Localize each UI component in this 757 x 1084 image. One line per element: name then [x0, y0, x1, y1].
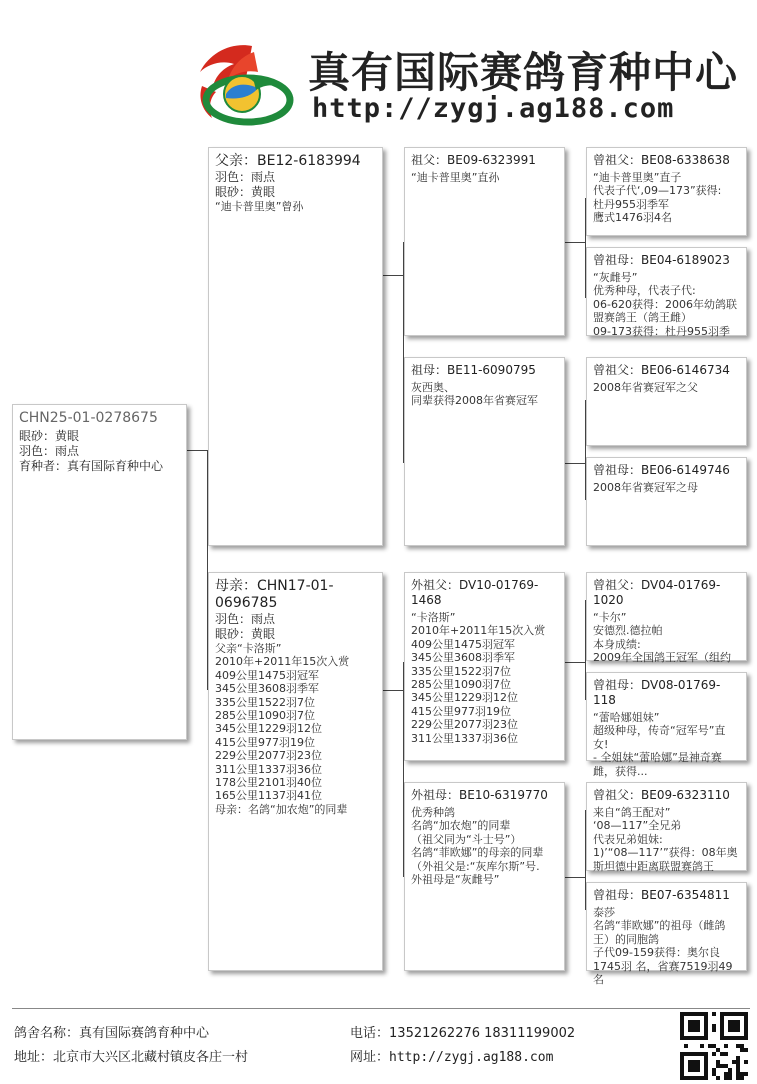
footer-website: 网址：http://zygj.ag188.com: [350, 1050, 554, 1065]
dam-card: [208, 572, 383, 971]
card-title: 外祖父：DV10-01769-1468: [411, 578, 539, 607]
line: - 全姐妹“蕾哈娜”是神奇赛雌，获得...: [593, 751, 722, 778]
line: 泰莎: [593, 906, 615, 919]
line: （祖父同为“斗士号”）: [411, 832, 522, 846]
line: 优秀种母，代表子代:: [593, 284, 696, 298]
line: 本身成绩:: [593, 637, 641, 651]
line: 409公里1475羽冠军: [215, 668, 319, 682]
connector-line: [565, 242, 585, 243]
phone-value: 13521262276 18311199002: [389, 1026, 576, 1041]
line: 优秀种鸽: [411, 806, 455, 819]
line: 灰西奥、: [411, 381, 455, 394]
line: “蕾哈娜姐妹”: [593, 711, 660, 724]
qr-code-icon: [680, 1012, 748, 1080]
line: 06-620获得：2006年幼鸽联盟赛鸽王（鸽王雌）: [593, 297, 737, 325]
connector-line: [383, 690, 403, 691]
pigeon-eye: 眼砂：黄眼: [19, 429, 80, 443]
connector-line: [565, 877, 585, 878]
line: 鹰式1476羽4名: [593, 211, 672, 225]
line: 2009年全国鸽王冠军（组约: [593, 651, 731, 665]
line: 子代09-159获得：奥尔良1745羽 名，省赛7519羽49名: [593, 946, 733, 987]
line: 335公里1522羽7位: [215, 695, 315, 709]
line: “卡尔”: [593, 611, 627, 624]
connector-line: [187, 450, 207, 451]
line: 2010年+2011年15次入赏: [411, 624, 546, 638]
grandsire-maternal-card: [404, 572, 565, 761]
line: 415公里977羽19位: [215, 735, 315, 749]
footer-phone: 电话：13521262276 18311199002: [350, 1026, 576, 1041]
card-title: 曾祖父：BE09-6323110: [593, 788, 730, 802]
line: 名鸽“菲欧娜”的母亲的同辈: [411, 846, 544, 860]
great-grandparent-card-6: [586, 672, 747, 778]
dam-eye: 眼砂：黄眼: [215, 627, 276, 641]
line: 335公里1522羽7位: [411, 664, 511, 678]
line: “灰雌号”: [593, 271, 638, 284]
card-title: 曾祖母：BE07-6354811: [593, 888, 730, 902]
line: 311公里1337羽36位: [215, 762, 322, 776]
line: 代表子代‘,09—173”获得:: [593, 184, 722, 198]
card-title: 曾祖母：BE06-6149746: [593, 463, 730, 477]
great-grandparent-card-3: [586, 357, 747, 446]
line: 来自“鸽王配对”: [593, 806, 671, 819]
line: 2008年省赛冠军之母: [593, 481, 698, 494]
line: 311公里1337羽36位: [411, 731, 518, 745]
pigeon-ring: CHN25-01-0278675: [19, 410, 158, 426]
line: 同辈获得2008年省赛冠军: [411, 394, 538, 408]
line: （外祖父是:“灰库尔斯”号.: [411, 859, 540, 873]
great-grandparent-card-4: [586, 457, 747, 546]
line: 父亲“卡洛斯”: [215, 642, 282, 655]
sire-note: “迪卡普里奥”曾孙: [215, 200, 304, 213]
loft-label: 鸽舍名称: [14, 1026, 67, 1041]
line: 178公里2101羽40位: [215, 776, 322, 790]
dam-lines: [215, 642, 376, 816]
line: 345公里3608羽季军: [215, 682, 319, 696]
logo: [192, 38, 300, 128]
line: 外祖母是“灰雌号”: [411, 873, 500, 887]
line: 229公里2077羽23位: [215, 749, 322, 763]
pigeon-card: [12, 404, 187, 740]
line: 安德烈.德拉帕: [593, 624, 663, 638]
line: 285公里1090羽7位: [215, 709, 315, 723]
card-title: 外祖母：BE10-6319770: [411, 788, 548, 802]
line: 2010年+2011年15次入赏: [215, 655, 350, 669]
line: 名鸽“菲欧娜”的祖母（雌鸽王）的同胞鸽: [593, 919, 726, 946]
website-value[interactable]: http://zygj.ag188.com: [389, 1050, 554, 1065]
line: 345公里1229羽12位: [215, 722, 322, 736]
card-title: 曾祖父：BE06-6146734: [593, 363, 730, 377]
line: 09-173获得：杜丹955羽季: [593, 324, 730, 338]
header-url[interactable]: http://zygj.ag188.com: [312, 93, 675, 124]
dam-ring: 母亲：CHN17-01-0696785: [215, 578, 334, 611]
line: 杜丹955羽季军: [593, 197, 669, 211]
footer-address: 地址：北京市大兴区北藏村镇皮各庄一村: [14, 1050, 249, 1065]
line: 母亲：名鸽“加农炮”的同辈: [215, 802, 348, 816]
line: 345公里3608羽季军: [411, 651, 515, 665]
sire-eye: 眼砂：黄眼: [215, 185, 276, 199]
connector-line: [565, 463, 585, 464]
great-grandparent-card-5: [586, 572, 747, 665]
granddam-maternal-card: [404, 782, 565, 971]
card-title: 曾祖母：DV08-01769-118: [593, 678, 721, 707]
address-value: 北京市大兴区北藏村镇皮各庄一村: [53, 1050, 249, 1065]
line: 代表兄弟姐妹:: [593, 832, 663, 846]
dam-color: 羽色：雨点: [215, 612, 276, 626]
line: “卡洛斯”: [411, 611, 456, 624]
line: “迪卡普里奥”直子: [593, 171, 682, 184]
sire-ring: 父亲：BE12-6183994: [215, 153, 361, 169]
line: 345公里1229羽12位: [411, 691, 518, 705]
card-title: 祖母：BE11-6090795: [411, 363, 536, 377]
line: 1)’“08—117’”获得：08年奥斯坦德中距离联盟赛鸽王: [593, 846, 738, 873]
grandsire-paternal-card: [404, 147, 565, 336]
great-grandparent-card-7: [586, 782, 747, 871]
connector-line: [383, 275, 403, 276]
header-title: 真有国际赛鸽育种中心: [308, 48, 739, 97]
line: 285公里1090羽7位: [411, 678, 511, 692]
line: 2008年省赛冠军之父: [593, 381, 698, 394]
granddam-paternal-card: [404, 357, 565, 546]
card-title: 曾祖母：BE04-6189023: [593, 253, 730, 267]
great-grandparent-card-8: [586, 882, 747, 987]
line: 名鸽“加农炮”的同辈: [411, 819, 511, 833]
footer-loft: 鸽舍名称：真有国际赛鸽育种中心: [14, 1026, 210, 1041]
sire-card: [208, 147, 383, 546]
address-label: 地址: [14, 1050, 41, 1065]
card-title: 曾祖父：BE08-6338638: [593, 153, 730, 167]
pigeon-color: 羽色：雨点: [19, 444, 80, 458]
footer-divider: [12, 1008, 750, 1009]
loft-value: 真有国际赛鸽育种中心: [79, 1026, 210, 1041]
connector-line: [565, 662, 585, 663]
line: ‘08—117”全兄弟: [593, 819, 682, 833]
line: 超级种母，传奇“冠军号”直女!: [593, 724, 726, 751]
pigeon-breeder: 育种者：真有国际育种中心: [19, 459, 164, 473]
great-grandparent-card-1: [586, 147, 747, 236]
sire-color: 羽色：雨点: [215, 170, 276, 184]
card-title: 曾祖父：DV04-01769-1020: [593, 578, 721, 607]
line: “迪卡普里奥”直孙: [411, 171, 500, 184]
website-label: 网址: [350, 1050, 377, 1065]
phone-label: 电话: [350, 1026, 377, 1041]
line: 229公里2077羽23位: [411, 718, 518, 732]
great-grandparent-card-2: [586, 247, 747, 336]
line: 409公里1475羽冠军: [411, 637, 515, 651]
line: 415公里977羽19位: [411, 704, 511, 718]
card-title: 祖父：BE09-6323991: [411, 153, 536, 167]
line: 165公里1137羽41位: [215, 789, 322, 803]
